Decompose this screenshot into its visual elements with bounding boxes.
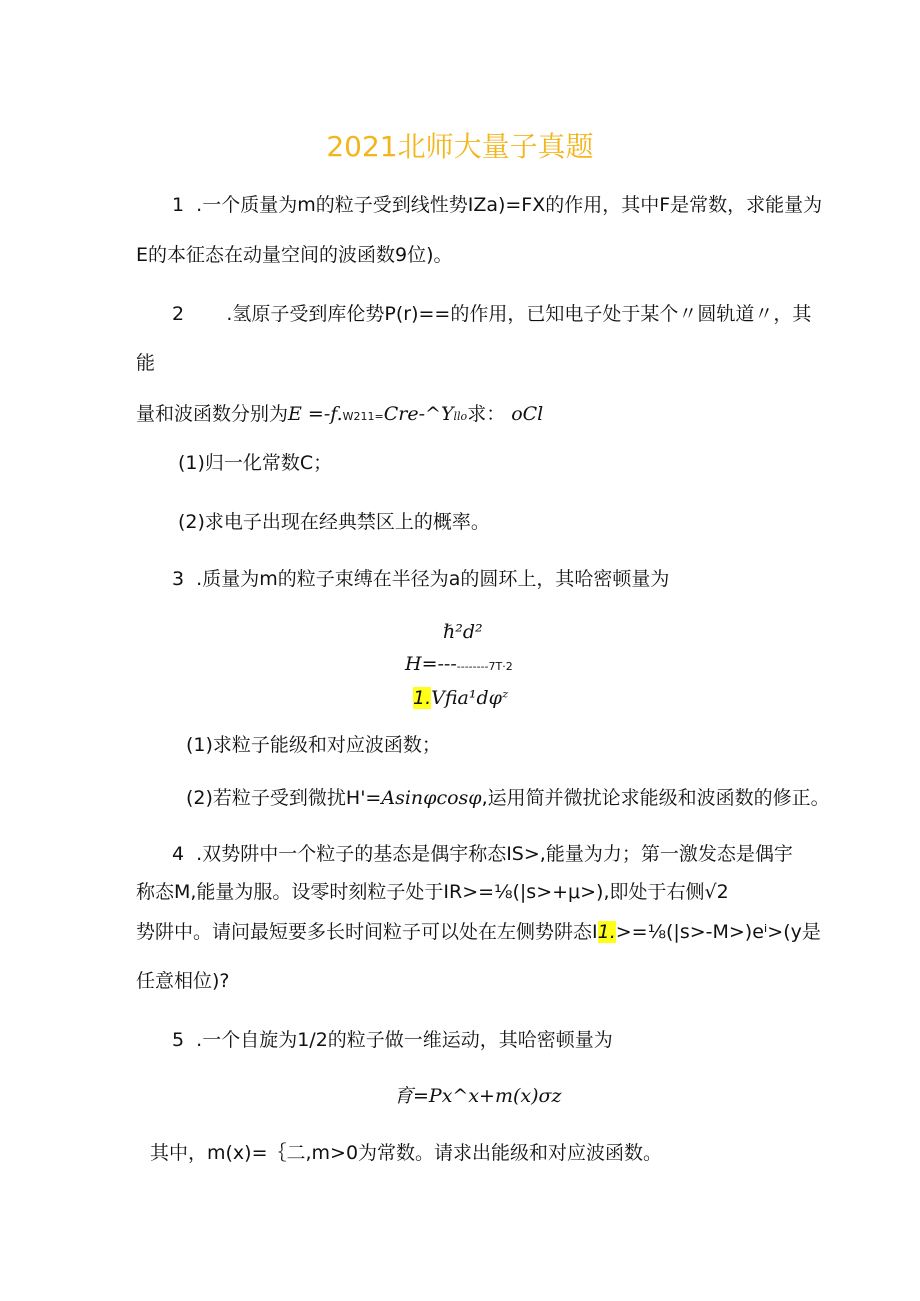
perturbation-formula: Asinφcosφ (381, 787, 482, 809)
question-3-sub-1: (1)求粒子能级和对应波函数； (186, 734, 441, 756)
hamiltonian-numerator: ℏ²d² (443, 621, 483, 643)
question-2-sub-2: (2)求电子出现在经典禁区上的概率。 (178, 511, 490, 533)
question-2-sub-1: (1)归一化常数C； (178, 452, 333, 474)
question-2-line-1: 2 .氢原子受到库伦势P(r)==的作用，已知电子处于某个〃圆轨道〃，其 (172, 303, 812, 325)
wavefunction-formula: Cre-^Y (383, 403, 454, 425)
question-2-line-3 (136, 402, 543, 429)
question-3-sub-2-prefix: (2)若粒子受到微扰H'= (186, 787, 382, 809)
highlighted-marker: 1. (597, 921, 616, 943)
question-4-line-3 (136, 920, 821, 944)
question-4-line-3-suffix: >=⅛(|s>-M>)eⁱ>(y是 (615, 921, 821, 943)
highlighted-marker: 1. (413, 687, 432, 709)
wavefunction-label: W211= (342, 410, 384, 423)
hamiltonian-denominator (413, 686, 508, 710)
question-2-line-3-end: oCl (511, 403, 544, 425)
question-4-line-3-prefix: 势阱中。请问最短要多长时间粒子可以处在左侧势阱态I (136, 921, 598, 943)
question-5-line-1: 5 .一个自旋为1/2的粒子做一维运动，其哈密顿量为 (172, 1029, 613, 1051)
hamiltonian-equals: H=--- (405, 653, 457, 675)
question-1-line-1: 1 .一个质量为m的粒子受到线性势IZa)=FX的作用，其中F是常数，求能量为 (172, 194, 823, 216)
hamiltonian-denominator-text: Vfia¹dφᶻ (431, 687, 509, 709)
wavefunction-subscript: llo (453, 410, 468, 423)
energy-formula: E =-f. (288, 403, 343, 425)
document-title: 2021北师大量子真题 (326, 130, 594, 163)
question-4-line-4: 任意相位)? (136, 970, 230, 992)
question-2-line-3-prefix: 量和波函数分别为 (136, 403, 289, 425)
question-2-line-2: 能 (136, 352, 156, 374)
question-3-line-1: 3 .质量为m的粒子束缚在半径为a的圆环上，其哈密顿量为 (172, 568, 670, 590)
question-5-line-2: 其中，m(x)=｛二,m>0为常数。请求出能级和对应波函数。 (150, 1142, 663, 1164)
question-3-sub-2 (186, 786, 830, 810)
question-3-sub-2-suffix: ,运用简并微扰论求能级和波函数的修正。 (481, 787, 830, 809)
spin-hamiltonian-formula: 育=Px^x+m(x)σz (394, 1085, 562, 1107)
question-1-line-2: E的本征态在动量空间的波函数9位)。 (136, 244, 453, 266)
hamiltonian-line (405, 652, 513, 679)
question-4-line-2: 称态M,能量为服。设零时刻粒子处于IR>=⅛(|s>+μ>),即处于右侧√2 (136, 881, 729, 903)
question-4-line-1: 4 .双势阱中一个粒子的基态是偶宇称态IS>,能量为力；第一激发态是偶宇 (172, 843, 793, 865)
question-2-ask: 求： (467, 403, 506, 425)
hamiltonian-fraction-bar: --------7T·2 (456, 660, 513, 673)
